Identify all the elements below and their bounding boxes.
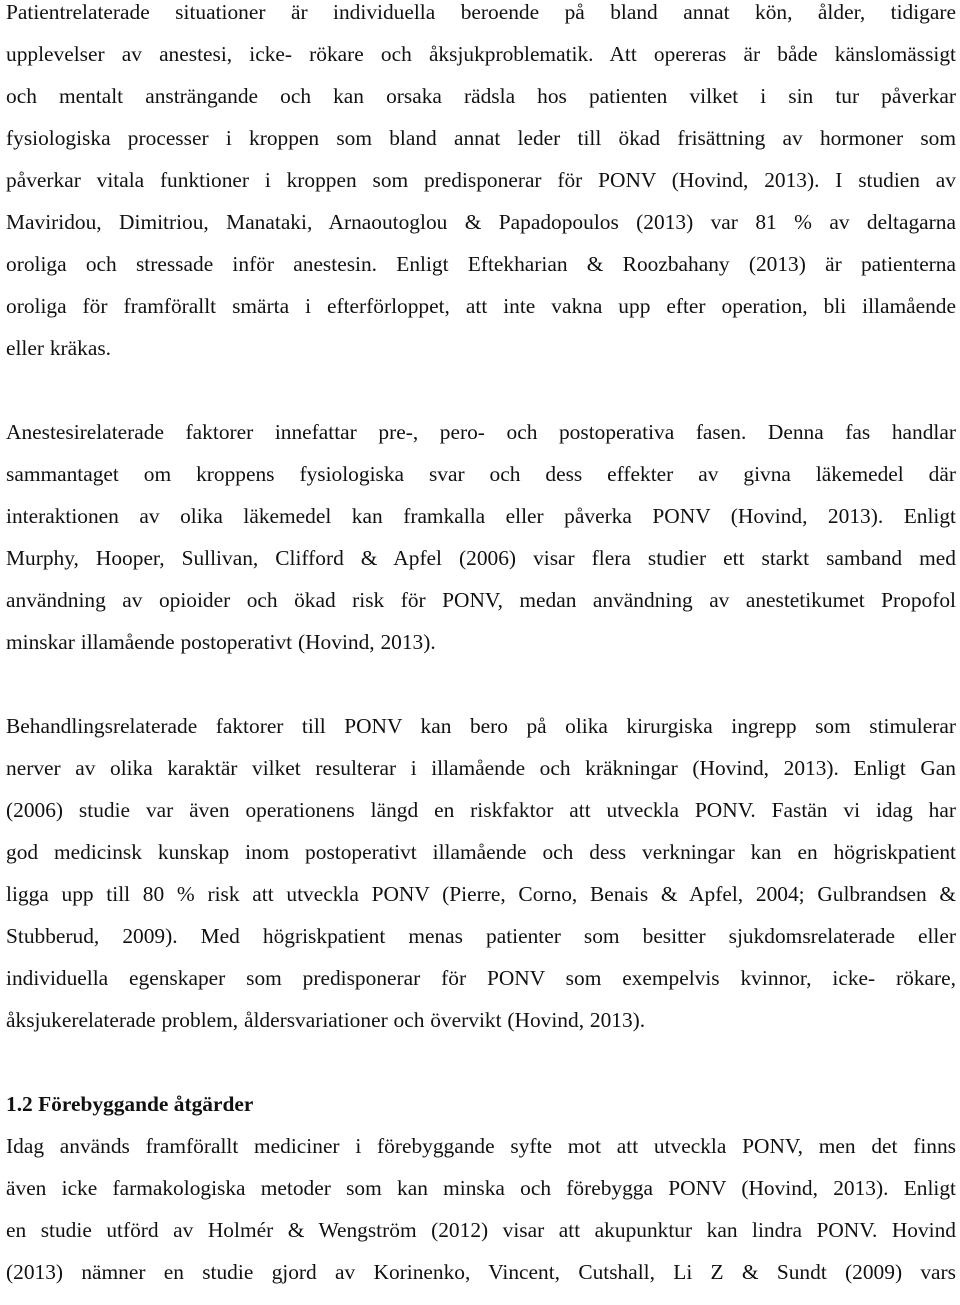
text-line: påverkar vitala funktioner i kroppen som predisponerar för PONV (Hovind, 2013). I studien av — [6, 168, 956, 192]
text-line: (2006) studie var även operationens längd en riskfaktor att utveckla PONV. Fastän vi idag har — [6, 798, 956, 822]
text-line: en studie utförd av Holmér & Wengström (2012) visar att akupunktur kan lindra PONV. Hovind — [6, 1218, 956, 1242]
text-line: eller kräkas. — [6, 336, 112, 360]
text-line: oroliga för framförallt smärta i efterförloppet, att inte vakna upp efter operation, bli illamående — [6, 294, 956, 318]
paragraph-preventive-measures — [6, 1125, 956, 1293]
text-line: ligga upp till 80 % risk att utveckla PONV (Pierre, Corno, Benais & Apfel, 2004; Gulbrandsen & — [6, 882, 956, 906]
text-line: interaktionen av olika läkemedel kan framkalla eller påverka PONV (Hovind, 2013). Enligt — [6, 504, 956, 528]
text-line: åksjukerelaterade problem, åldersvariationer och övervikt (Hovind, 2013). — [6, 1008, 646, 1032]
text-line: individuella egenskaper som predisponerar för PONV som exempelvis kvinnor, icke- rökare, — [6, 966, 956, 990]
text-line: minskar illamående postoperativt (Hovind, 2013). — [6, 630, 436, 654]
document-page — [6, 0, 956, 1293]
text-line: nerver av olika karaktär vilket resulterar i illamående och kräkningar (Hovind, 2013). Enligt Gan — [6, 756, 956, 780]
text-line: (2013) nämner en studie gjord av Korinenko, Vincent, Cutshall, Li Z & Sundt (2009) vars — [6, 1260, 956, 1284]
paragraph-patient-factors — [6, 0, 956, 369]
paragraph-treatment-factors — [6, 705, 956, 1041]
text-line: Idag används framförallt mediciner i förebyggande syfte mot att utveckla PONV, men det finns — [6, 1134, 956, 1158]
text-line: god medicinsk kunskap inom postoperativt illamående och dess verkningar kan en högriskpatient — [6, 840, 956, 864]
text-line: oroliga och stressade inför anestesin. Enligt Eftekharian & Roozbahany (2013) är patienterna — [6, 252, 956, 276]
text-line: även icke farmakologiska metoder som kan minska och förebygga PONV (Hovind, 2013). Enligt — [6, 1176, 956, 1200]
text-line: upplevelser av anestesi, icke- rökare och åksjukproblematik. Att opereras är både känslomässigt — [6, 42, 956, 66]
text-line: Maviridou, Dimitriou, Manataki, Arnaoutoglou & Papadopoulos (2013) var 81 % av deltagarna — [6, 210, 956, 234]
text-line: Anestesirelaterade faktorer innefattar pre-, pero- och postoperativa fasen. Denna fas handlar — [6, 420, 956, 444]
text-line: fysiologiska processer i kroppen som bland annat leder till ökad frisättning av hormoner som — [6, 126, 956, 150]
text-line: Patientrelaterade situationer är individuella beroende på bland annat kön, ålder, tidigare — [6, 0, 956, 24]
paragraph-anesthesia-factors — [6, 411, 956, 663]
text-line: Behandlingsrelaterade faktorer till PONV kan bero på olika kirurgiska ingrepp som stimulerar — [6, 714, 956, 738]
text-line: Murphy, Hooper, Sullivan, Clifford & Apfel (2006) visar flera studier ett starkt samband med — [6, 546, 956, 570]
text-line: sammantaget om kroppens fysiologiska svar och dess effekter av givna läkemedel där — [6, 462, 956, 486]
text-line: Stubberud, 2009). Med högriskpatient menas patienter som besitter sjukdomsrelaterade eller — [6, 924, 956, 948]
section-heading: 1.2 Förebyggande åtgärder — [6, 1092, 254, 1116]
text-line: och mentalt ansträngande och kan orsaka rädsla hos patienten vilket i sin tur påverkar — [6, 84, 956, 108]
text-line: användning av opioider och ökad risk för PONV, medan användning av anestetikumet Propofol — [6, 588, 956, 612]
